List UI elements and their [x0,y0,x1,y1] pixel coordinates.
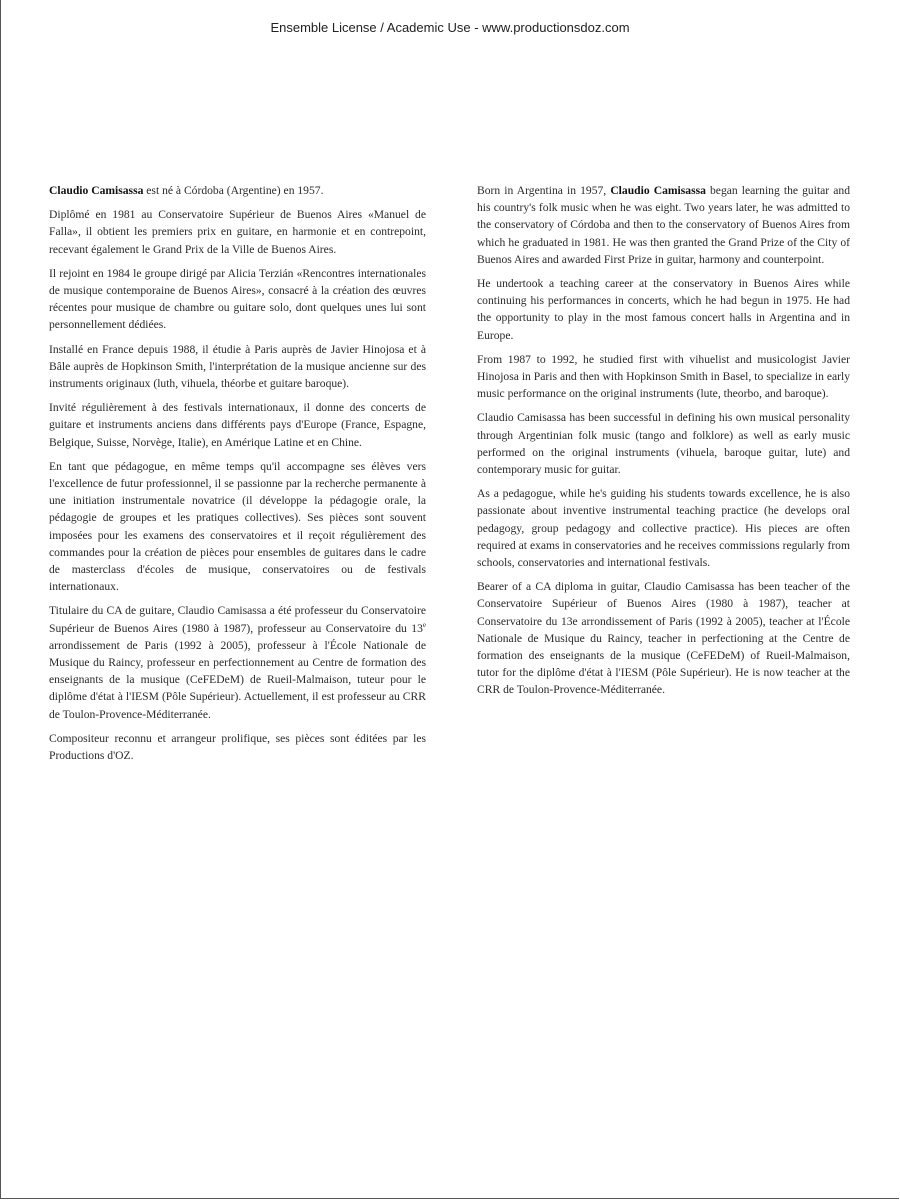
bio-french-column [49,182,426,771]
bio-fr-paragraph-4: Installé en France depuis 1988, il étudie à Paris auprès de Javier Hinojosa et à Bâle auprès de Hopkinson Smith, l'interprétation de la musique ancienne sur des instruments originaux (luth, vihuela, théorbe et guitare baroque). [49,342,426,391]
bio-fr-paragraph-1 [49,182,426,199]
bio-en-paragraph-2: He undertook a teaching career at the conservatory in Buenos Aires while continuing his performances in concerts, which he had begun in 1975. He had the opportunity to play in the most famous concert halls in Argentina and in Europe. [477,277,850,342]
bio-en-paragraph-4: Claudio Camisassa has been successful in defining his own musical personality through Argentinian folk music (tango and folklore) as well as early music performed on the original instruments (vihuela, baroque guitar, lute) and contemporary music for guitar. [477,411,850,477]
bio-en-p1-start: Born in Argentina in 1957, [477,184,611,197]
bio-fr-p7-start: Titulaire du CA de guitare, Claudio Camisassa a été professeur du Conservatoire Supérieur de Buenos Aires (1980 à 1987), professeur au Conservatoire du 13 [49,604,426,635]
superscript-e: e [422,620,426,629]
artist-name: Claudio Camisassa [610,184,706,197]
bio-en-paragraph-1 [477,182,850,268]
bio-fr-paragraph-7 [49,602,426,722]
bio-en-paragraph-5: As a pedagogue, while he's guiding his students towards excellence, he is also passionate about inventive instrumental teaching practice (he develops oral pedagogy, group pedagogy and collective practice). His pieces are often required at exams in conservatories and he receives commissions regularly from schools, conservatories and international festivals. [477,487,850,570]
bio-fr-birth-text: est né à Córdoba (Argentine) en 1957. [143,184,324,197]
artist-name: Claudio Camisassa [49,184,144,197]
bio-en-paragraph-6: Bearer of a CA diploma in guitar, Claudio Camisassa has been teacher of the Conservatoire Supérieur of Buenos Aires (1980 à 1987), teacher at Conservatoire du 13e arrondissement of Paris (1992 à 2005), teacher at l'École Nationale de Musique du Raincy, teacher in perfectioning at the Centre de formation des enseignants de la musique (CeFEDeM) of Rueil-Malmaison, tutor for the diplôme d'état à l'IESM (Pôle Supérieur). He is now teacher at the CRR de Toulon-Provence-Méditerranée. [477,580,850,697]
bio-fr-p7-end: arrondissement de Paris (1992 à 2005), professeur à l'École Nationale de Musique du Raincy, professeur en perfectionnement au Centre de formation des enseignants de la musique (CeFEDeM) de Rueil-Malmaison, tuteur pour le diplôme d'état à l'IESM (Pôle Supérieur). Actuellement, il est professeur au CRR de Toulon-Provence-Méditerranée. [49,638,426,721]
bio-en-paragraph-3: From 1987 to 1992, he studied first with vihuelist and musicologist Javier Hinojosa in Paris and then with Hopkinson Smith in Basel, to specialize in early music performance on the original instruments (lute, theorbo, and baroque). [477,352,850,401]
bio-english-column [477,182,850,706]
bio-fr-paragraph-6: En tant que pédagogue, en même temps qu'il accompagne ses élèves vers l'excellence de futur professionnel, il se passionne par la recherche permanente à une initiation instrumentale novatrice (il développe la pédagogie orale, la pédagogie de groupes et les pratiques collectives). Ses pièces sont souvent imposées pour les examens des conservatoires et il reçoit régulièrement des commandes pour la création de pièces pour ensembles de guitares dans le cadre de masterclass d'écoles de musique, conservatoires ou de festivals internationaux. [49,459,426,594]
license-header: Ensemble License / Academic Use - www.productionsdoz.com [270,20,630,35]
bio-fr-paragraph-3: Il rejoint en 1984 le groupe dirigé par Alicia Terzián «Rencontres internationales de musique contemporaine de Buenos Aires», consacré à la création des œuvres récentes pour musique de chambre ou guitare solo, dont quelques unes lui sont personnellement dédiées. [49,266,426,332]
bio-fr-paragraph-2: Diplômé en 1981 au Conservatoire Supérieur de Buenos Aires «Manuel de Falla», il obtient les premiers prix en guitare, en harmonie et en contrepoint, recevant également le Grand Prix de la Ville de Buenos Aires. [49,208,426,256]
bio-fr-paragraph-8: Compositeur reconnu et arrangeur prolifique, ses pièces sont éditées par les Productions d'OZ. [49,731,426,763]
bio-en-p1-end: began learning the guitar and his country's folk music when he was eight. Two years later, he was admitted to the conservatory of Córdoba and then to the conservatory of Buenos Aires from which he graduated in 1981. He was then granted the Grand Prize of the City of Buenos Aires and awarded First Prize in guitar, harmony and counterpoint. [477,184,851,266]
bio-fr-paragraph-5: Invité régulièrement à des festivals internationaux, il donne des concerts de guitare et instruments anciens dans différents pays d'Europe (France, Espagne, Belgique, Suisse, Norvège, Italie), en Amérique Latine et en Chine. [49,401,426,449]
